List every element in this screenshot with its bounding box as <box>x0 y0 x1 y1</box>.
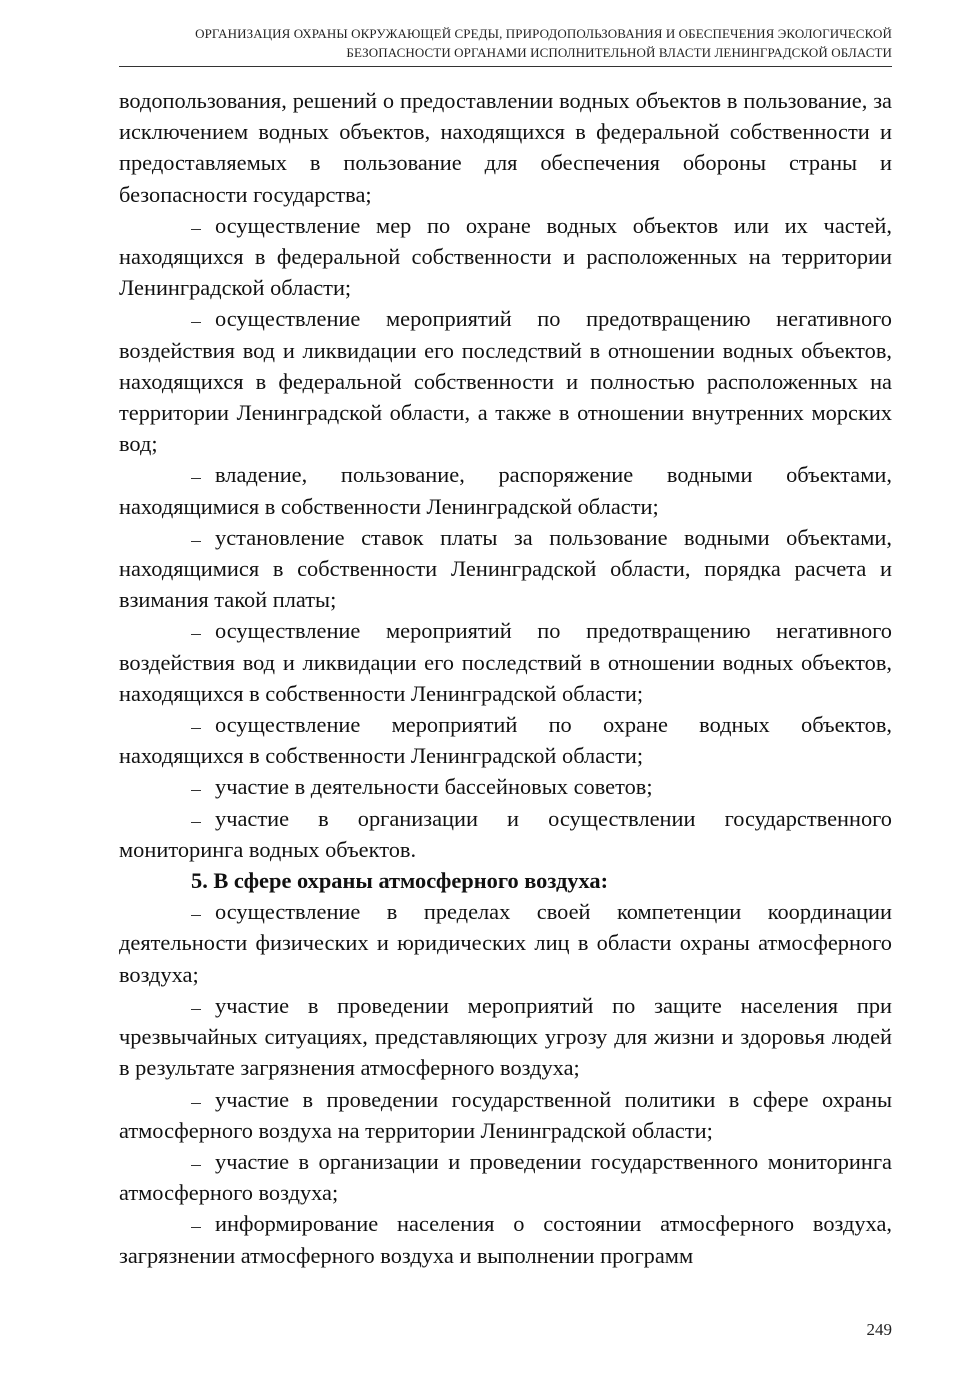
dash-bullet-icon <box>191 822 201 823</box>
dash-bullet-icon <box>191 728 201 729</box>
dash-bullet-icon <box>191 634 201 635</box>
list-item: осуществление мероприятий по предотвращению негативного воздействия вод и ликвидации его последствий в отношении водных объектов, находящихся в федеральной собственности и полностью расположенных на территории Ленинградской области, а также в отношении внутренних морских вод; <box>119 306 892 457</box>
header-rule <box>119 66 892 67</box>
running-header-line-2: БЕЗОПАСНОСТИ ОРГАНАМИ ИСПОЛНИТЕЛЬНОЙ ВЛАСТИ ЛЕНИНГРАДСКОЙ ОБЛАСТИ <box>346 45 892 60</box>
main-text <box>119 85 892 1271</box>
running-header <box>119 24 892 62</box>
paragraph-continuation: водопользования, решений о предоставлении водных объектов в пользование, за исключением водных объектов, находящихся в федеральной собственности и предоставляемых в пользование для обеспечения обороны страны и безопасности государства; <box>119 88 892 207</box>
list-item: участие в деятельности бассейновых советов; <box>119 771 892 802</box>
list-item: информирование населения о состоянии атмосферного воздуха, загрязнении атмосферного воздуха и выполнении программ <box>119 1211 892 1268</box>
list-item: осуществление в пределах своей компетенции координации деятельности физических и юридических лиц в области охраны атмосферного воздуха; <box>119 899 892 987</box>
list-item: осуществление мероприятий по охране водных объектов, находящихся в собственности Ленинградской области; <box>119 712 892 769</box>
dash-bullet-icon <box>191 790 201 791</box>
running-header-line-1: ОРГАНИЗАЦИЯ ОХРАНЫ ОКРУЖАЮЩЕЙ СРЕДЫ, ПРИРОДОПОЛЬЗОВАНИЯ И ОБЕСПЕЧЕНИЯ ЭКОЛОГИЧЕСКОЙ <box>195 26 892 41</box>
dash-bullet-icon <box>191 915 201 916</box>
section-heading: 5. В сфере охраны атмосферного воздуха: <box>191 868 609 894</box>
list-item: участие в организации и проведении государственного мониторинга атмосферного воздуха; <box>119 1148 892 1206</box>
dash-bullet-icon <box>191 1227 201 1228</box>
dash-bullet-icon <box>191 1103 201 1104</box>
page-number: 249 <box>866 1320 892 1339</box>
list-item: осуществление мероприятий по предотвращению негативного воздействия вод и ликвидации его последствий в отношении водных объектов, находящихся в собственности Ленинградской области; <box>119 618 892 706</box>
dash-bullet-icon <box>191 229 201 230</box>
list-item: участие в проведении государственной политики в сфере охраны атмосферного воздуха на территории Ленинградской области; <box>119 1086 892 1143</box>
list-item: осуществление мер по охране водных объектов или их частей, находящихся в федеральной собственности и расположенных на территории Ленинградской области; <box>119 212 892 301</box>
list-item: установление ставок платы за пользование водными объектами, находящимися в собственности Ленинградской области, порядка расчета и взимания такой платы; <box>119 524 892 613</box>
dash-bullet-icon <box>191 1165 201 1166</box>
dash-bullet-icon <box>191 541 201 542</box>
dash-bullet-icon <box>191 478 201 479</box>
list-item: владение, пользование, распоряжение водными объектами, находящимися в собственности Ленинградской области; <box>119 462 892 519</box>
dash-bullet-icon <box>191 322 201 323</box>
list-item: участие в организации и осуществлении государственного мониторинга водных объектов. <box>119 805 892 862</box>
dash-bullet-icon <box>191 1009 201 1010</box>
list-item: участие в проведении мероприятий по защите населения при чрезвычайных ситуациях, представляющих угрозу для жизни и здоровья людей в результате загрязнения атмосферного воздуха; <box>119 992 892 1081</box>
